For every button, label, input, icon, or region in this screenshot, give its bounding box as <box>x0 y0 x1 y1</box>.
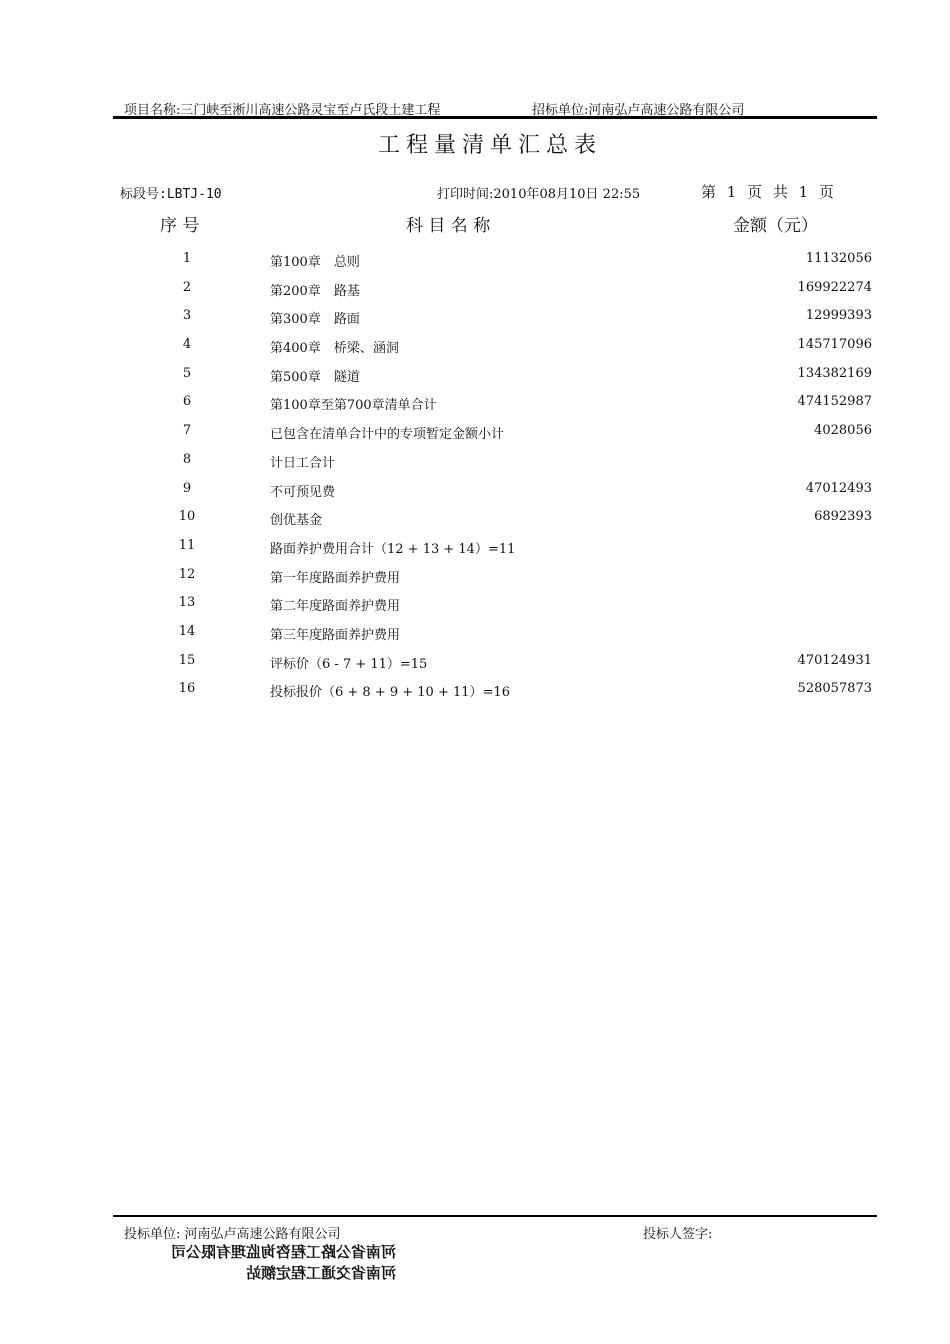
table-row <box>0 246 950 275</box>
table-row <box>0 389 950 418</box>
row-number: 3 <box>182 308 192 324</box>
row-item-name: 评标价（6 - 7 + 11）=15 <box>270 656 428 672</box>
table-row <box>0 418 950 447</box>
row-item-name: 第二年度路面养护费用 <box>270 599 401 615</box>
row-number: 13 <box>178 595 196 611</box>
row-number: 1 <box>182 251 192 266</box>
table-row <box>0 590 950 619</box>
row-amount: 474152987 <box>797 394 872 410</box>
column-header-amount: 金额（元） <box>733 216 818 236</box>
row-item-name: 第500章 隧道 <box>270 369 360 385</box>
row-number: 2 <box>182 279 192 295</box>
row-number: 12 <box>178 566 196 582</box>
table-row <box>0 447 950 476</box>
row-item-name: 第100章 总则 <box>270 255 360 270</box>
row-item-name: 投标报价（6 + 8 + 9 + 10 + 11）=16 <box>270 685 510 701</box>
project-name: 项目名称:三门峡至淅川高速公路灵宝至卢氏段土建工程 <box>124 103 441 118</box>
row-number: 8 <box>182 451 192 467</box>
table-row <box>0 562 950 591</box>
column-header-name: 科 目 名 称 <box>406 216 491 236</box>
bidder-unit: 投标单位: 河南弘卢高速公路有限公司 <box>124 1227 341 1242</box>
row-item-name: 第100章至第700章清单合计 <box>270 398 437 414</box>
table-row <box>0 648 950 677</box>
row-number: 14 <box>178 623 196 639</box>
column-header-number: 序 号 <box>160 216 200 236</box>
row-number: 7 <box>182 423 192 439</box>
row-item-name: 第400章 桥梁、涵洞 <box>270 341 399 357</box>
row-item-name: 第300章 路面 <box>270 312 360 328</box>
row-number: 6 <box>182 394 192 410</box>
row-number: 4 <box>182 337 192 353</box>
row-item-name: 计日工合计 <box>270 455 336 471</box>
table-row <box>0 303 950 332</box>
row-amount: 470124931 <box>797 652 872 668</box>
bidder-signature-label: 投标人签字: <box>643 1227 713 1242</box>
table-row <box>0 619 950 648</box>
row-amount: 528057873 <box>797 681 872 697</box>
row-number: 5 <box>182 365 192 381</box>
table-row <box>0 476 950 505</box>
row-amount: 11132056 <box>805 251 872 266</box>
page-title: 工程量清单汇总表 <box>377 133 602 158</box>
row-item-name: 已包含在清单合计中的专项暂定金额小计 <box>270 427 505 443</box>
summary-table <box>0 246 950 705</box>
row-item-name: 第200章 路基 <box>270 283 360 299</box>
stamp-line-2: 河南省交通工程定额站 <box>245 1264 396 1282</box>
page-indicator: 第 1 页 共 1 页 <box>701 183 834 201</box>
row-amount: 134382169 <box>797 365 872 381</box>
section-number: 标段号:LBTJ-10 <box>120 187 222 202</box>
table-row <box>0 332 950 361</box>
row-item-name: 第三年度路面养护费用 <box>270 627 401 643</box>
table-row <box>0 361 950 390</box>
row-number: 15 <box>178 652 196 668</box>
tendering-unit: 招标单位:河南弘卢高速公路有限公司 <box>532 103 745 118</box>
header-divider <box>113 116 877 119</box>
table-row <box>0 676 950 705</box>
row-item-name: 路面养护费用合计（12 + 13 + 14）=11 <box>270 541 516 557</box>
row-item-name: 第一年度路面养护费用 <box>270 570 401 586</box>
print-time: 打印时间:2010年08月10日 22:55 <box>437 187 641 202</box>
table-row <box>0 504 950 533</box>
row-amount: 4028056 <box>814 423 872 439</box>
row-amount: 47012493 <box>805 480 872 496</box>
mirrored-stamp-seal <box>124 1240 404 1290</box>
row-number: 16 <box>178 681 196 697</box>
row-item-name: 创优基金 <box>270 513 323 529</box>
table-row <box>0 533 950 562</box>
row-amount: 145717096 <box>797 337 872 353</box>
row-number: 9 <box>182 480 192 496</box>
row-item-name: 不可预见费 <box>270 484 336 500</box>
row-amount: 169922274 <box>797 279 872 295</box>
row-number: 10 <box>178 509 196 525</box>
table-row <box>0 275 950 304</box>
row-number: 11 <box>178 537 196 553</box>
row-amount: 12999393 <box>805 308 872 324</box>
footer-divider <box>113 1215 877 1217</box>
stamp-line-1: 河南省公路工程咨询监理有限公司 <box>170 1243 396 1261</box>
row-amount: 6892393 <box>814 509 872 525</box>
